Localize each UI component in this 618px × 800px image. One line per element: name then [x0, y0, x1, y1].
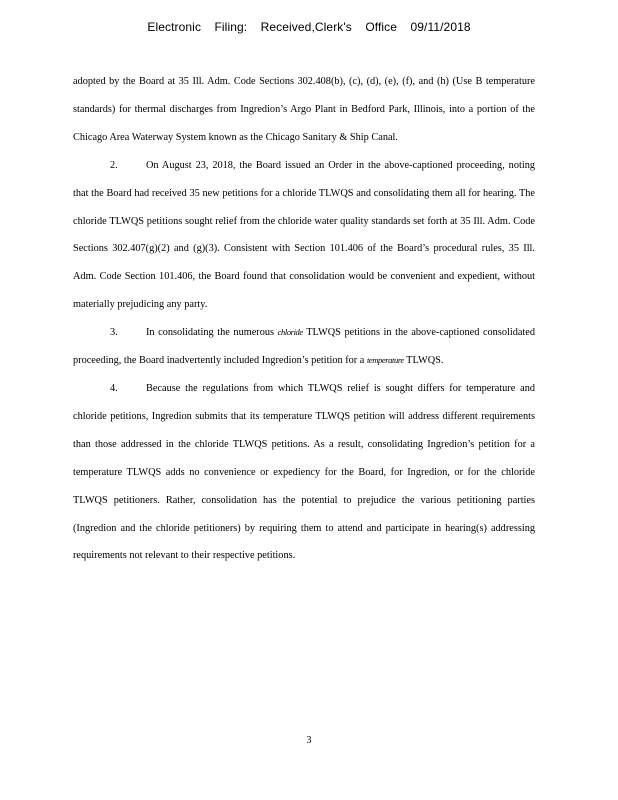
paragraph-text-segment: On August 23, 2018, the Board issued an Order in the above-captioned proceeding, noting that the Board had received 35 new petitions for a chloride TLWQS and consolidating them all for hearing. The chloride TLWQS petitions sought relief from the chloride water quality standards set forth at 35 Ill. Adm. Code Sections 302.407(g)(2) and (g)(3). Consistent with Section 101.406 of the Board’s procedural rules, 35 Ill. Adm. Code Section 101.406, the Board found that consolidation would be convenient and expedient, without materially prejudicing any party.: [73, 159, 535, 311]
paragraph-text-segment: Because the regulations from which TLWQS relief is sought differs for temperature and chloride petitions, Ingredion submits that its temperature TLWQS petition will address different requirements than those addressed in the chloride TLWQS petitions. As a result, consolidating Ingredion’s petition for a temperature TLWQS adds no convenience or expediency for the Board, for Ingredion, or for the chloride TLWQS petitioners. Rather, consolidation has the potential to prejudice the various petitioning parties (Ingredion and the chloride petitioners) by requiring them to attend and participate in hearing(s) addressing requirements not relevant to their respective petitions.: [73, 382, 535, 562]
filing-stamp-header: Electronic Filing: Received,Clerk's Office 09/11/2018: [147, 20, 471, 34]
paragraph-3: [73, 319, 535, 375]
page-number: 3: [306, 735, 312, 746]
paragraph-4: [73, 375, 535, 570]
paragraph-number: 3.: [110, 327, 118, 339]
paragraph-text-segment: In consolidating the numerous: [146, 327, 278, 339]
paragraph-number: 4.: [110, 382, 118, 394]
paragraph-continuation: [73, 68, 535, 152]
paragraph-text-segment: adopted by the Board at 35 Ill. Adm. Code Sections 302.408(b), (c), (d), (e), (f), and (h) (Use B temperature standards) for thermal discharges from Ingredion’s Argo Plant in Bedford Park, Illinois, into a portion of the Chicago Area Waterway System known as the Chicago Sanitary & Ship Canal.: [73, 76, 535, 143]
paragraph-text-segment: TLWQS.: [403, 355, 444, 367]
italic-text-temperature: temperature: [366, 355, 404, 366]
paragraph-2: [73, 152, 535, 319]
document-body: [73, 68, 535, 570]
paragraph-text-segment: TLWQS petitions in the above-captioned consolidated proceeding, the Board inadvertently included Ingredion’s petition for a: [73, 327, 535, 367]
paragraph-number: 2.: [110, 159, 118, 171]
italic-text-chloride: chloride: [277, 327, 303, 338]
